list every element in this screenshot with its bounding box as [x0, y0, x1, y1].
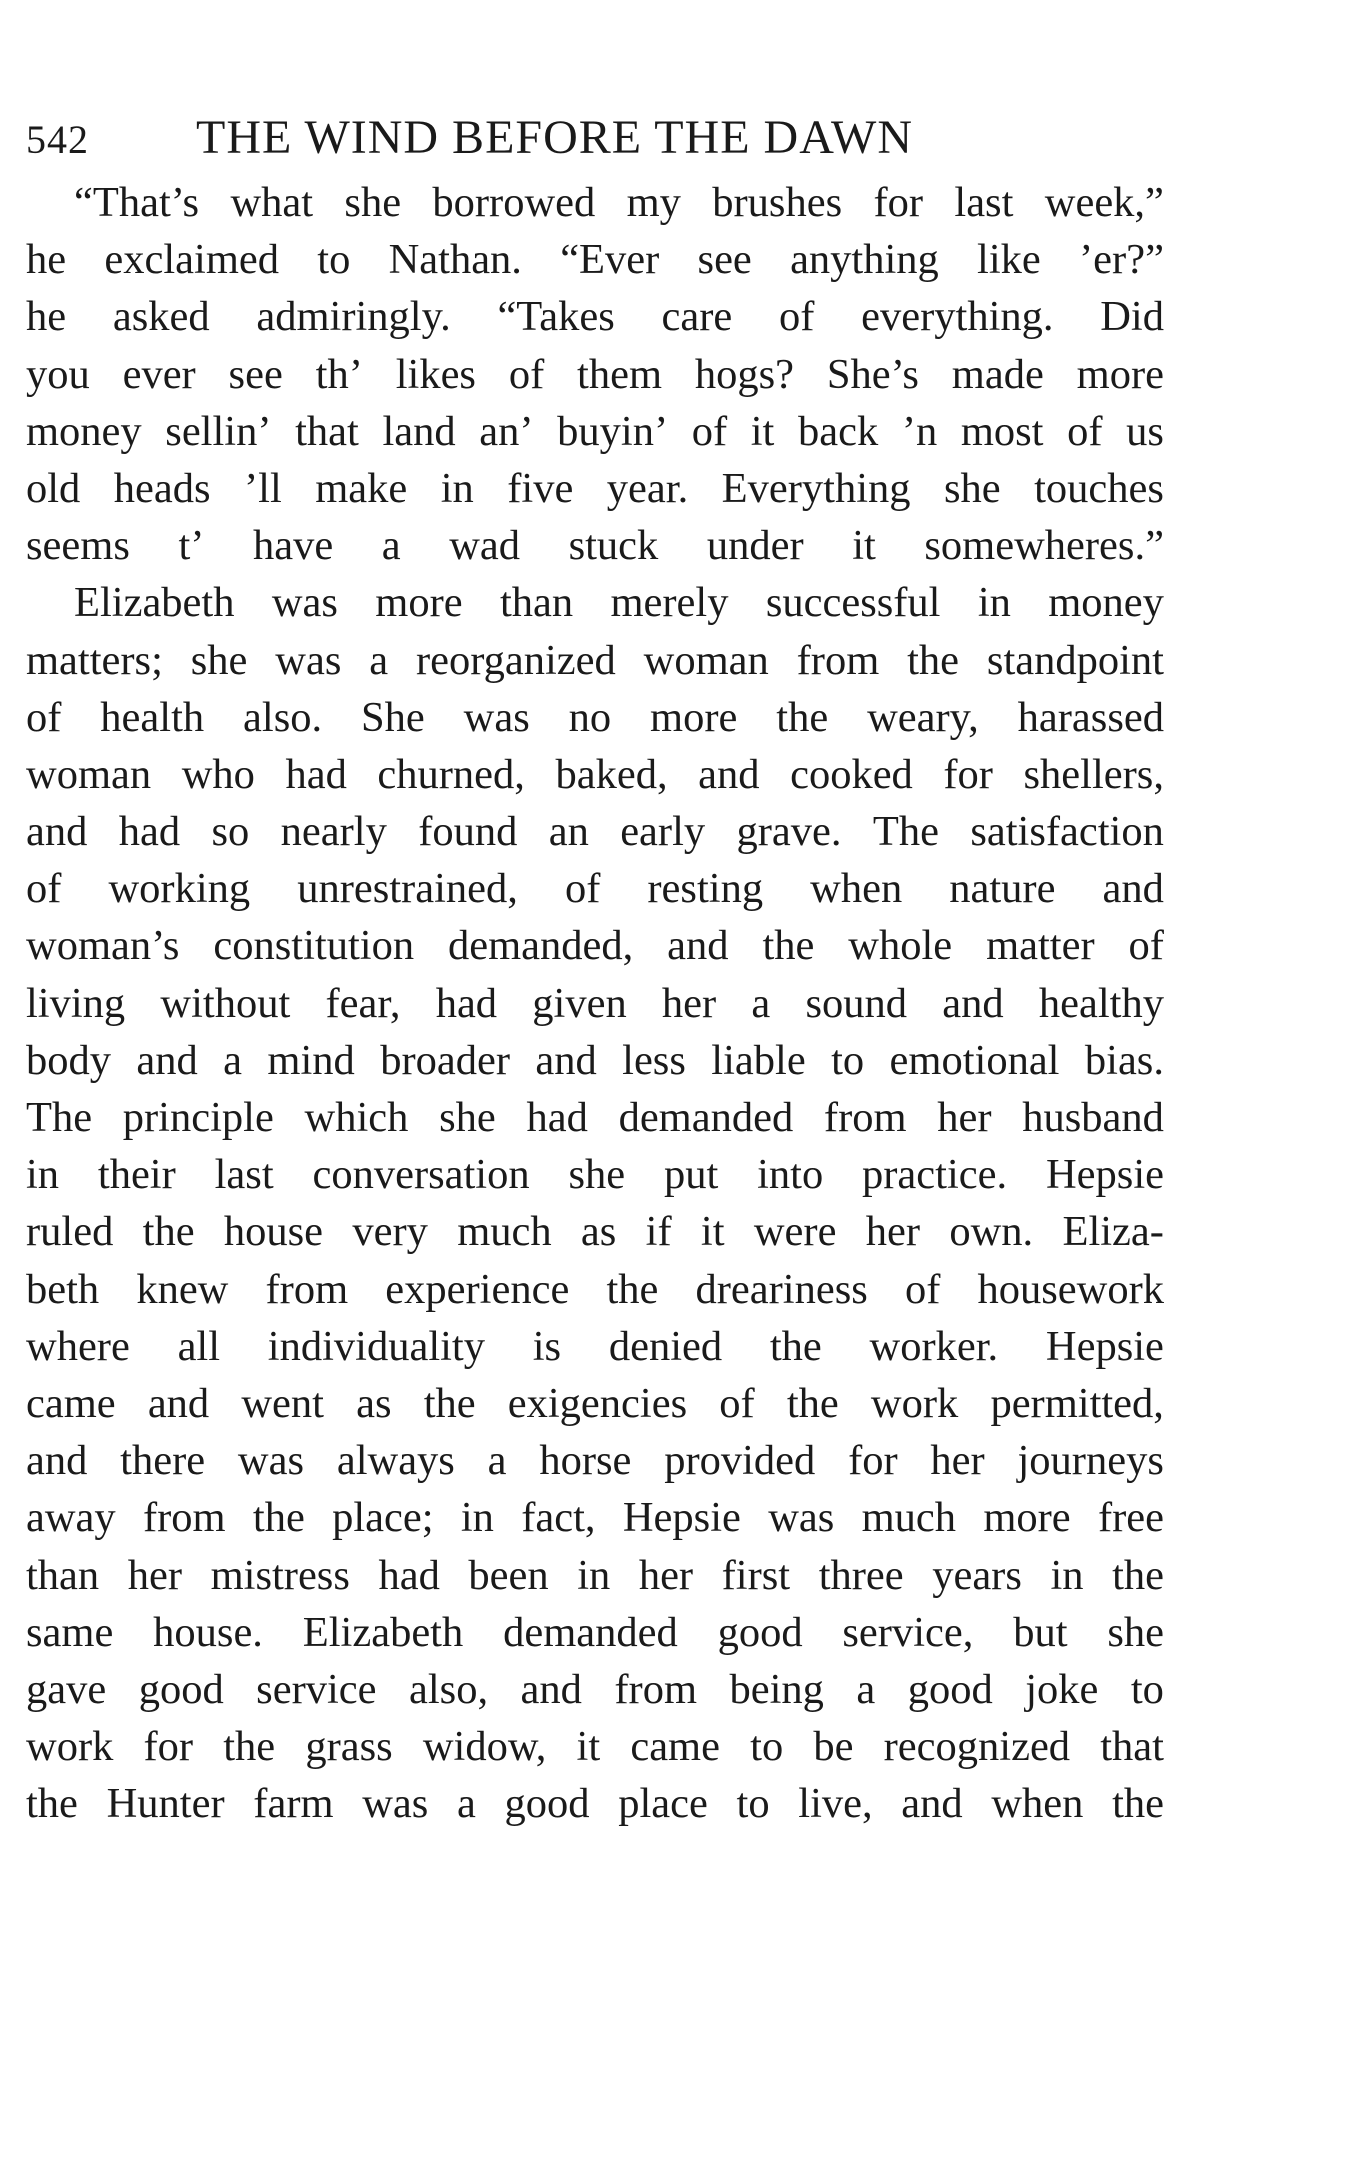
text-line: matters; she was a reorganized woman from the standpoint — [26, 636, 1164, 684]
text-line: the Hunter farm was a good place to live, and when the — [26, 1780, 1164, 1828]
body-text — [26, 174, 1164, 1832]
text-line: living without fear, had given her a sound and healthy — [26, 979, 1164, 1027]
text-line: and there was always a horse provided for her journeys — [26, 1437, 1164, 1485]
text-line: came and went as the exigencies of the work permitted, — [26, 1379, 1164, 1427]
text-line: beth knew from experience the dreariness of housework — [26, 1265, 1164, 1313]
text-line: where all individuality is denied the worker. Hepsie — [26, 1322, 1164, 1370]
text-line: he asked admiringly. “Takes care of everything. Did — [26, 293, 1164, 341]
text-line: seems t’ have a wad stuck under it somewheres.” — [26, 522, 1164, 570]
text-line: woman’s constitution demanded, and the whole matter of — [26, 922, 1164, 970]
text-line: body and a mind broader and less liable to emotional bias. — [26, 1036, 1164, 1084]
page-number: 542 — [26, 117, 89, 162]
text-line: away from the place; in fact, Hepsie was much more free — [26, 1494, 1164, 1542]
text-line: Elizabeth was more than merely successful in money — [74, 579, 1164, 627]
text-line: The principle which she had demanded from her husband — [26, 1094, 1164, 1141]
paragraph — [26, 174, 1164, 574]
text-line: ruled the house very much as if it were her own. Eliza- — [26, 1208, 1164, 1256]
text-line: of health also. She was no more the weary, harassed — [26, 693, 1164, 741]
page-header — [26, 108, 1026, 168]
text-line: money sellin’ that land an’ buyin’ of it back ’n most of us — [26, 407, 1164, 455]
text-line: work for the grass widow, it came to be recognized that — [26, 1723, 1164, 1771]
text-line: he exclaimed to Nathan. “Ever see anything like ’er?” — [26, 236, 1164, 284]
text-line: than her mistress had been in her first three years in the — [26, 1551, 1164, 1599]
text-line: you ever see th’ likes of them hogs? She’s made more — [26, 350, 1164, 398]
text-line: old heads ’ll make in five year. Everything she touches — [26, 464, 1164, 512]
running-title: THE WIND BEFORE THE DAWN — [196, 111, 913, 164]
text-line: in their last conversation she put into practice. Hepsie — [26, 1151, 1164, 1199]
text-line: woman who had churned, baked, and cooked for shellers, — [26, 750, 1164, 798]
text-line: gave good service also, and from being a good joke to — [26, 1665, 1164, 1713]
text-line: and had so nearly found an early grave. The satisfaction — [26, 808, 1164, 856]
text-line: “That’s what she borrowed my brushes for last week,” — [74, 179, 1164, 226]
paragraph — [26, 574, 1164, 1832]
text-line: same house. Elizabeth demanded good service, but she — [26, 1608, 1164, 1656]
text-line: of working unrestrained, of resting when nature and — [26, 865, 1164, 913]
